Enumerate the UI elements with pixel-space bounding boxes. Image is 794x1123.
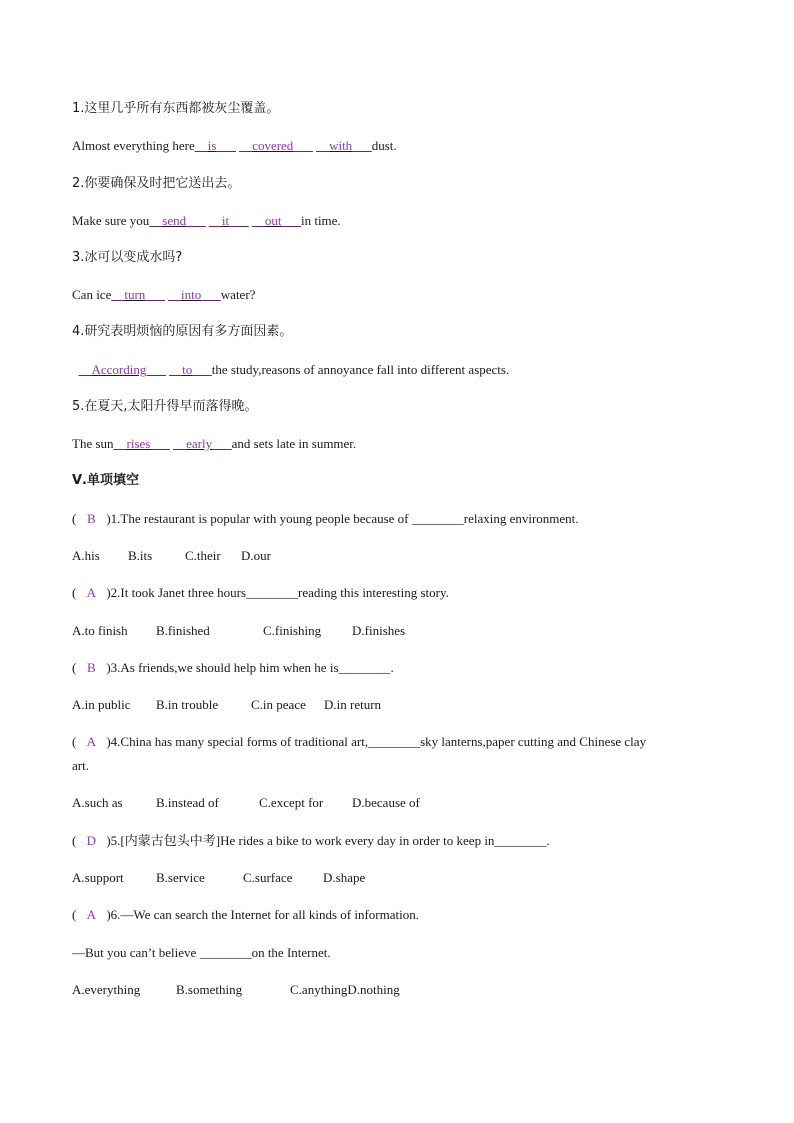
mc-answer[interactable]: A [86,734,97,749]
mc-question-2: ( A )2.It took Janet three hours________reading this interesting story. [72,585,449,600]
mc-options-3 [72,696,381,714]
option[interactable]: B.in trouble [156,697,219,712]
answer-blank[interactable]: __rises___ [113,436,170,451]
option[interactable]: D.nothing [347,982,400,997]
answer-blank[interactable]: __with___ [316,138,372,153]
option[interactable]: D.because of [352,795,420,810]
mc-options-1 [72,547,271,565]
q3-chinese: 3.冰可以变成水吗? [72,250,183,265]
option[interactable]: B.its [128,548,153,563]
option[interactable]: A.support [72,870,124,885]
option[interactable]: D.in return [324,697,382,712]
option[interactable]: D.finishes [352,623,406,638]
mc-question-4-cont: art. [72,758,89,773]
option[interactable]: C.their [185,548,221,563]
mc-answer[interactable]: A [86,585,97,600]
answer-blank[interactable]: __send___ [149,213,206,228]
option[interactable]: A.his [72,548,100,563]
answer-blank[interactable]: __turn___ [111,287,165,302]
mc-options-6 [72,981,400,999]
mc-answer[interactable]: D [86,833,97,848]
answer-blank[interactable]: __to___ [169,362,212,377]
mc-question-5: ( D )5.[内蒙古包头中考]He rides a bike to work every day in order to keep in________. [72,833,550,848]
option[interactable]: B.instead of [156,795,219,810]
q2-chinese: 2.你要确保及时把它送出去。 [72,176,241,191]
option[interactable]: A.everything [72,982,141,997]
mc-answer[interactable]: B [87,660,96,675]
mc-options-4 [72,794,420,812]
option[interactable]: B.service [156,870,205,885]
option[interactable]: B.finished [156,623,210,638]
option[interactable]: A.to finish [72,623,128,638]
answer-blank[interactable]: __is___ [194,138,236,153]
mc-question-1: ( B )1.The restaurant is popular with young people because of ________relaxing environment. [72,511,579,526]
answer-blank[interactable]: __into___ [168,287,221,302]
q5-chinese: 5.在夏天,太阳升得早而落得晚。 [72,399,258,414]
mc-answer[interactable]: A [86,907,97,922]
option[interactable]: C.surface [243,870,293,885]
q1-chinese: 1.这里几乎所有东西都被灰尘覆盖。 [72,101,280,116]
mc-answer[interactable]: B [87,511,96,526]
answer-blank[interactable]: __it___ [208,213,249,228]
option[interactable]: D.our [241,548,271,563]
q1-english: Almost everything here__is___ __covered___ __with___dust. [72,138,397,153]
mc-question-4: ( A )4.China has many special forms of traditional art,________sky lanterns,paper cutting and Chinese clay [72,734,647,749]
option[interactable]: C.in peace [251,697,306,712]
option[interactable]: B.something [176,982,243,997]
option[interactable]: C.finishing [263,623,322,638]
mc-options-5 [72,869,365,887]
option[interactable]: C.except for [259,795,324,810]
answer-blank[interactable]: __covered___ [239,138,313,153]
option[interactable]: A.such as [72,795,123,810]
mc-options-2 [72,622,405,640]
q4-english: __According___ __to___the study,reasons of annoyance fall into different aspects. [78,362,510,377]
answer-blank[interactable]: __out___ [251,213,301,228]
answer-blank[interactable]: __According___ [78,362,166,377]
q4-chinese: 4.研究表明烦恼的原因有多方面因素。 [72,324,293,339]
mc-question-6: ( A )6.—We can search the Internet for all kinds of information. [72,907,419,922]
mc-question-6-cont: —But you can’t believe ________on the Internet. [72,945,331,960]
option[interactable]: C.anything [290,982,348,997]
answer-blank[interactable]: __early___ [173,436,232,451]
mc-question-3: ( B )3.As friends,we should help him when he is________. [72,660,394,675]
option[interactable]: D.shape [323,870,366,885]
q2-english: Make sure you__send___ __it___ __out___in time. [72,213,341,228]
q5-english: The sun__rises___ __early___and sets late in summer. [72,436,357,451]
option[interactable]: A.in public [72,697,131,712]
q3-english: Can ice__turn___ __into___water? [72,287,256,302]
section-title: Ⅴ.单项填空 [72,473,139,488]
